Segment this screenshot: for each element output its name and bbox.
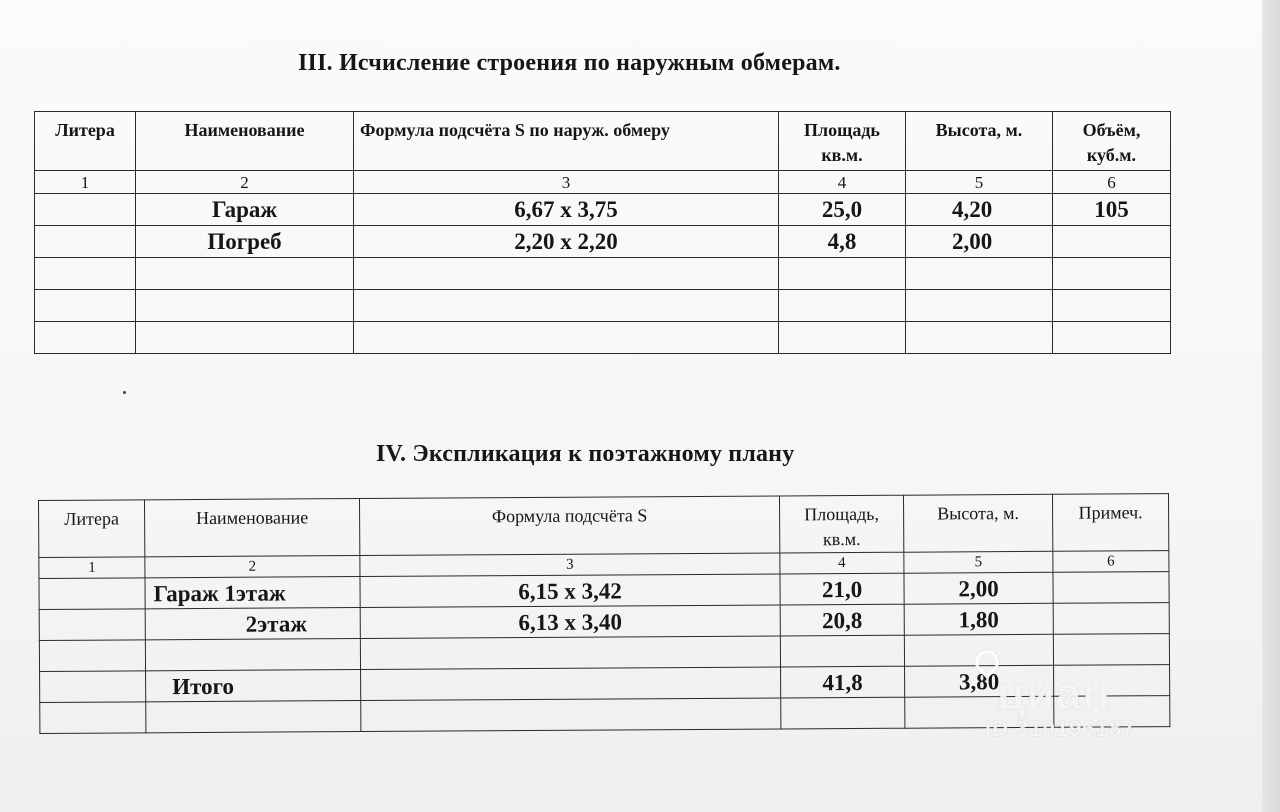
cell-litera [39, 578, 145, 610]
header-litera: Литера [35, 112, 136, 171]
cell-litera [35, 258, 136, 290]
header-name: Наименование [136, 112, 354, 171]
column-number: 6 [1053, 171, 1171, 194]
column-number: 1 [39, 557, 145, 579]
section-3-title: III. Исчисление строения по наружным обмерам. [298, 50, 841, 76]
cell-note [1053, 572, 1169, 604]
cell-formula [360, 636, 780, 670]
cell-litera [39, 609, 145, 641]
cell-formula [361, 667, 781, 701]
header-note: Примеч. [1052, 494, 1168, 552]
floor-plan-explication-table [38, 493, 1170, 734]
column-number: 4 [779, 171, 906, 194]
cell-area [779, 322, 906, 354]
header-height: Высота, м. [906, 112, 1053, 171]
table-row [40, 696, 1170, 734]
cell-height: 4,20 [906, 194, 1053, 226]
cell-name [136, 322, 354, 354]
column-number-row [35, 171, 1171, 194]
table-row [35, 258, 1171, 290]
header-area: Площадь кв.м. [779, 112, 906, 171]
cell-name [136, 290, 354, 322]
cell-formula: 6,67 х 3,75 [354, 194, 779, 226]
header-formula: Формула подсчёта S [359, 496, 779, 556]
cell-height [906, 290, 1053, 322]
cell-height: 1,80 [904, 603, 1053, 635]
table-row [35, 226, 1171, 258]
cell-height: 3,80 [905, 665, 1054, 697]
stray-dot [123, 391, 126, 394]
section-4-title: IV. Экспликация к поэтажному плану [376, 441, 795, 467]
cell-name: Погреб [136, 226, 354, 258]
cell-volume: 105 [1053, 194, 1171, 226]
table-row [35, 194, 1171, 226]
cell-note [1054, 696, 1170, 728]
cell-area [780, 635, 904, 667]
cell-name: Гараж [136, 194, 354, 226]
cell-formula: 6,13 х 3,40 [360, 605, 780, 639]
table-header-row [39, 494, 1169, 558]
cell-volume [1053, 226, 1171, 258]
outer-measurements-table [34, 111, 1171, 354]
cell-name: Гараж 1этаж [145, 577, 360, 609]
header-formula: Формула подсчёта S по наруж. обмеру [354, 112, 779, 171]
cell-area: 41,8 [781, 666, 905, 698]
table-header-row [35, 112, 1171, 171]
cell-area [779, 290, 906, 322]
cell-area: 20,8 [780, 604, 904, 636]
header-litera: Литера [39, 500, 145, 558]
column-number: 5 [906, 171, 1053, 194]
cell-name [146, 701, 361, 733]
cell-height: 2,00 [904, 572, 1053, 604]
column-number: 4 [780, 552, 904, 574]
cell-area [781, 697, 905, 729]
header-height: Высота, м. [903, 494, 1052, 552]
header-area: Площадь, кв.м. [779, 495, 903, 553]
cell-name [136, 258, 354, 290]
cell-litera [40, 671, 146, 703]
cell-height [904, 634, 1053, 666]
column-number: 6 [1053, 551, 1169, 573]
column-number: 5 [904, 551, 1053, 573]
cell-area: 21,0 [780, 573, 904, 605]
watermark-brand: циан [997, 667, 1111, 719]
cell-height [906, 258, 1053, 290]
cell-formula [361, 698, 781, 732]
cell-height [906, 322, 1053, 354]
column-number: 2 [136, 171, 354, 194]
cell-formula: 2,20 х 2,20 [354, 226, 779, 258]
cell-volume [1053, 290, 1171, 322]
column-number: 3 [354, 171, 779, 194]
cell-volume [1053, 258, 1171, 290]
cell-name: 2этаж [145, 608, 360, 640]
cell-litera [35, 194, 136, 226]
cell-litera [35, 290, 136, 322]
cell-area: 25,0 [779, 194, 906, 226]
table-row [35, 290, 1171, 322]
header-name: Наименование [145, 499, 360, 557]
cell-formula [354, 322, 779, 354]
cell-area [779, 258, 906, 290]
cell-formula [354, 258, 779, 290]
cell-litera [35, 226, 136, 258]
cell-area: 4,8 [779, 226, 906, 258]
cell-height: 2,00 [906, 226, 1053, 258]
watermark-id: ID 310196187 [985, 716, 1136, 741]
cell-note [1053, 603, 1169, 635]
cell-note [1054, 665, 1170, 697]
cell-formula [354, 290, 779, 322]
cell-litera [35, 322, 136, 354]
table-row [35, 322, 1171, 354]
page-edge [1262, 0, 1280, 812]
cell-formula: 6,15 х 3,42 [360, 574, 780, 608]
cell-note [1053, 634, 1169, 666]
cell-name [145, 639, 360, 671]
cell-name: Итого [146, 670, 361, 702]
cell-height [905, 696, 1054, 728]
column-number: 2 [145, 556, 360, 578]
cell-volume [1053, 322, 1171, 354]
column-number: 1 [35, 171, 136, 194]
column-number: 3 [360, 553, 780, 577]
cell-litera [39, 640, 145, 672]
cell-litera [40, 702, 146, 734]
header-volume: Объём, куб.м. [1053, 112, 1171, 171]
